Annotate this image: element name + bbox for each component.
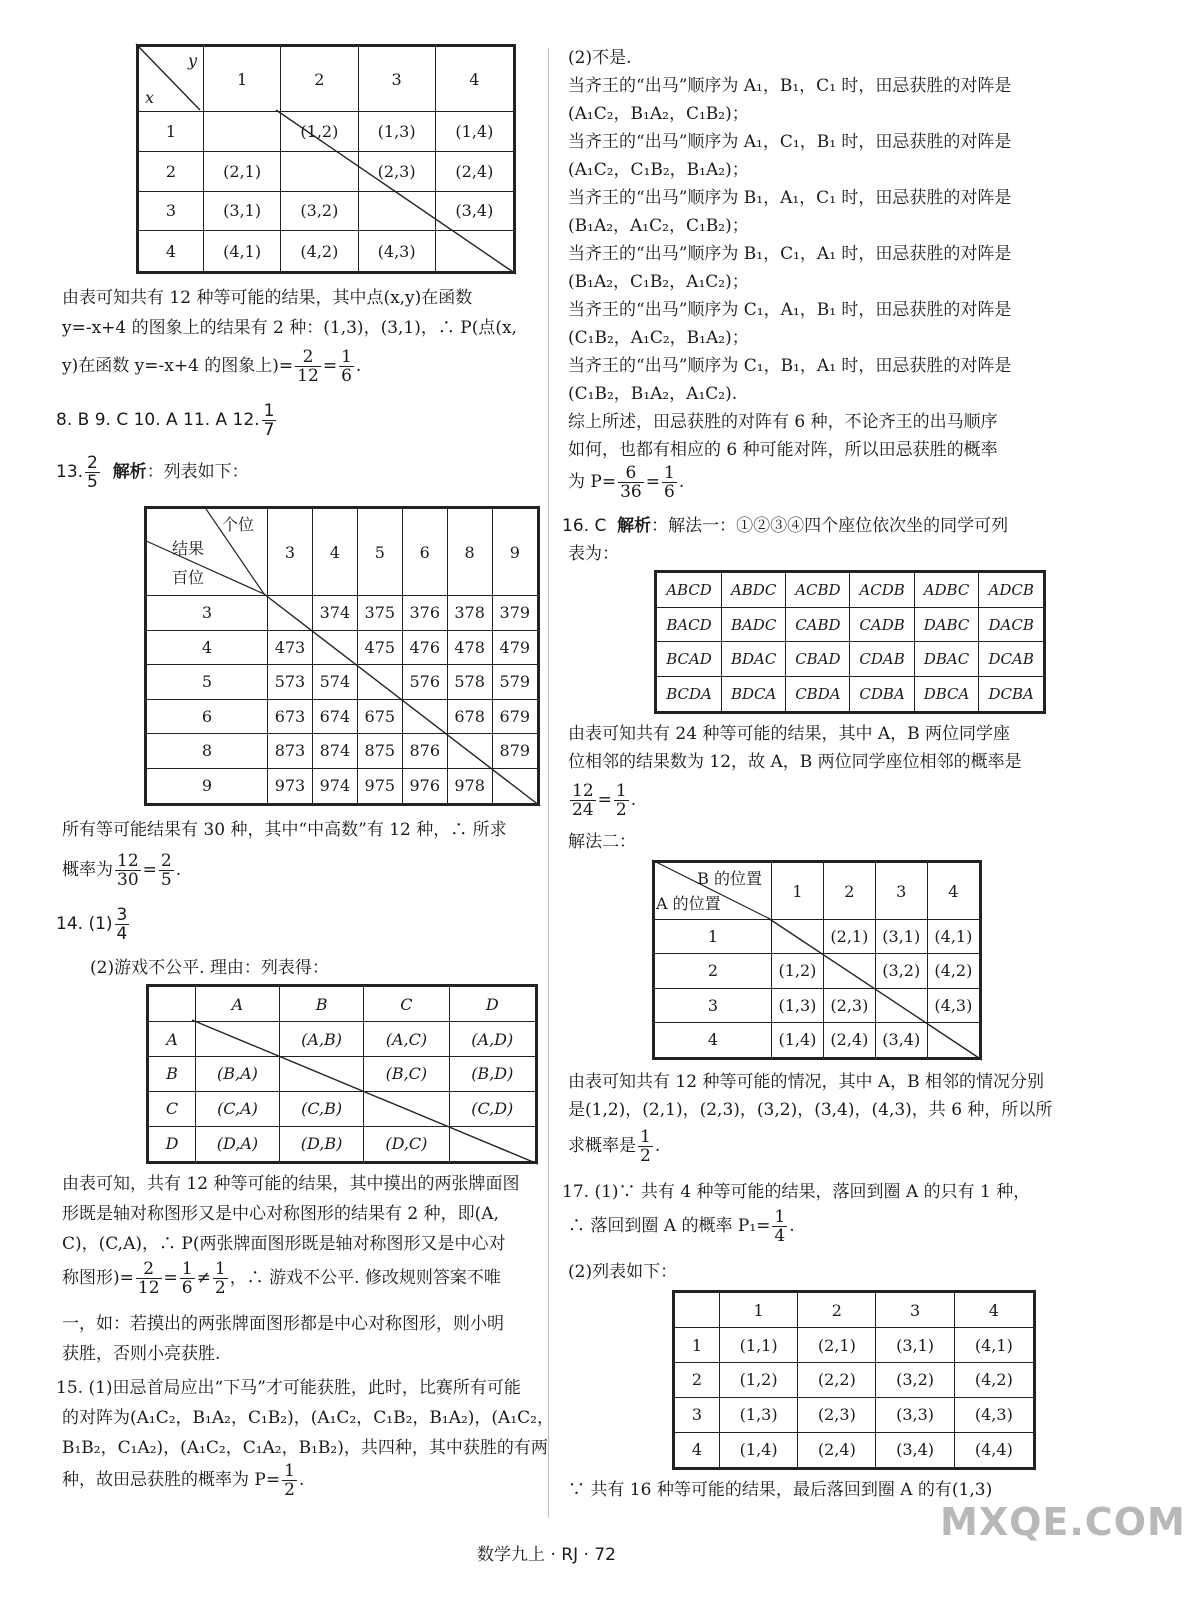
col-header: 2	[823, 862, 875, 920]
col-header: 4	[954, 1292, 1034, 1328]
table-cell: CDAB	[850, 642, 914, 676]
col-header: B	[279, 986, 363, 1022]
col-header: 9	[492, 508, 538, 596]
row-header: C	[148, 1091, 196, 1126]
paragraph: y=-x+4 的图象上的结果有 2 种：(1,3)，(3,1)，∴ P(点(x,	[62, 318, 517, 338]
paragraph: C)，(C,A)，∴ P(两张牌面图形既是轴对称图形又是中心对	[62, 1234, 506, 1254]
table-cell: (1,4)	[435, 112, 514, 152]
col-header: A	[196, 986, 280, 1022]
table-diagonal-lines	[144, 506, 544, 810]
col-header: 6	[402, 508, 447, 596]
table-cell: 579	[492, 665, 538, 700]
table-cell: ACBD	[786, 572, 850, 608]
fraction: $\frac{1}{6}$	[341, 347, 352, 386]
table-cell: (3,4)	[435, 191, 514, 231]
table-cell: (D,A)	[196, 1126, 280, 1162]
table-cell: (A,B)	[279, 1022, 363, 1057]
table-cell: (1,4)	[720, 1432, 798, 1468]
table-cell: 476	[402, 630, 447, 665]
corner-label-y: y	[187, 51, 197, 70]
fraction: $\frac{1}{2}$	[640, 1127, 651, 1166]
table-seat-permutations	[654, 570, 1046, 714]
table-cell: 678	[447, 699, 492, 734]
table-cell: (1,3)	[358, 112, 435, 152]
col-header: 8	[447, 508, 492, 596]
fraction: $\frac{6}{36}$	[620, 463, 642, 502]
col-header: 1	[772, 862, 824, 920]
table-cell: 874	[312, 734, 357, 769]
table-cell: (2,4)	[798, 1432, 876, 1468]
table-cell: (1,4)	[772, 1022, 824, 1058]
paragraph: 获胜，否则小亮获胜.	[62, 1344, 221, 1364]
table-cell: (1,2)	[772, 954, 824, 988]
col-header: 1	[720, 1292, 798, 1328]
table-diagonal-line	[146, 984, 542, 1168]
paragraph: 当齐王的“出马”顺序为 B₁，C₁，A₁ 时，田忌获胜的对阵是	[568, 244, 1012, 264]
paragraph: 所有等可能结果有 30 种，其中“中高数”有 12 种，∴ 所求	[62, 820, 507, 840]
page-footer: 数学九上 · RJ · 72	[477, 1545, 616, 1565]
paragraph: (C₁B₂，B₁A₂，A₁C₂).	[568, 384, 738, 404]
table-cell: (4,2)	[954, 1363, 1034, 1398]
table-cell: CBDA	[786, 676, 850, 712]
table-cell: 374	[312, 596, 357, 631]
question-13-heading: 13. $\frac{2}{5}$ 解析：列表如下：	[56, 452, 249, 492]
table-cell: BDCA	[722, 676, 786, 712]
paragraph: 当齐王的“出马”顺序为 B₁，A₁，C₁ 时，田忌获胜的对阵是	[568, 188, 1012, 208]
corner-label-hundreds: 百位	[172, 568, 205, 587]
fraction: $\frac{12}{24}$	[572, 781, 594, 820]
fraction: $\frac{1}{7}$	[263, 400, 275, 440]
row-header: B	[148, 1057, 196, 1092]
table-cell: 675	[357, 699, 402, 734]
table-cell: 479	[492, 630, 538, 665]
row-header: 4	[674, 1432, 720, 1468]
fraction: $\frac{2}{5}$	[87, 452, 98, 492]
table-cell: (3,2)	[281, 191, 358, 231]
paragraph: 由表可知共有 24 种等可能的结果，其中 A，B 两位同学座	[568, 724, 1011, 744]
table-cell: (3,4)	[876, 1432, 954, 1468]
corner-label-result: 结果	[172, 539, 205, 558]
paragraph: 当齐王的“出马”顺序为 A₁，C₁，B₁ 时，田忌获胜的对阵是	[568, 132, 1012, 152]
table-cell: ADCB	[979, 572, 1045, 608]
paragraph: 解法二：	[568, 832, 636, 852]
col-header: 3	[268, 508, 313, 596]
paragraph: (B₁A₂，C₁B₂，A₁C₂)；	[568, 272, 749, 292]
table-cell: ADBC	[914, 572, 979, 608]
paragraph: 当齐王的“出马”顺序为 A₁，B₁，C₁ 时，田忌获胜的对阵是	[568, 76, 1012, 96]
table-cell: (4,3)	[358, 231, 435, 273]
paragraph: 是(1,2)，(2,1)，(2,3)，(3,2)，(3,4)，(4,3)，共 6 种，所以所	[568, 1100, 1053, 1120]
table-cell: 376	[402, 596, 447, 631]
table-cell: 578	[447, 665, 492, 700]
paragraph: ∴ 落回到圈 A 的概率 P₁= $\frac{1}{4}$ .	[568, 1207, 795, 1246]
table-cell: 379	[492, 596, 538, 631]
table-cell: CDBA	[850, 676, 914, 712]
fraction: $\frac{3}{4}$	[116, 904, 128, 944]
table-cell: (3,1)	[876, 1328, 954, 1363]
table-cell: (4,1)	[954, 1328, 1034, 1363]
col-header: D	[449, 986, 536, 1022]
row-header: 2	[138, 151, 204, 191]
table-cell: (4,2)	[281, 231, 358, 273]
table-cell: DBCA	[914, 676, 979, 712]
row-header: 2	[654, 954, 772, 988]
table-cell: 974	[312, 768, 357, 804]
table-cell: (1,1)	[720, 1328, 798, 1363]
table-cell: DACB	[979, 608, 1045, 642]
answers-8-12: 8. B 9. C 10. A 11. A 12. $\frac{1}{7}$	[56, 400, 275, 440]
table-cell: (2,4)	[823, 1022, 875, 1058]
table-cell: (4,3)	[954, 1397, 1034, 1432]
col-header: 3	[876, 1292, 954, 1328]
col-header: 2	[798, 1292, 876, 1328]
question-15: 15. (1)田忌首局应出“下马”才可能获胜，此时，比赛所有可能	[56, 1378, 521, 1398]
paragraph: 综上所述，田忌获胜的对阵有 6 种，不论齐王的出马顺序	[568, 412, 998, 432]
paragraph: 由表可知共有 12 种等可能的情况，其中 A，B 相邻的情况分别	[568, 1072, 1045, 1092]
col-header: 2	[281, 46, 358, 112]
table-cell: (A,C)	[364, 1022, 449, 1057]
paragraph: 表为：	[568, 544, 619, 564]
paragraph: 由表可知，共有 12 种等可能的结果，其中摸出的两张牌面图	[62, 1174, 520, 1194]
question-17: 17. (1)∵ 共有 4 种等可能的结果，落回到圈 A 的只有 1 种，	[562, 1182, 1031, 1202]
paragraph: (2)游戏不公平. 理由：列表得：	[90, 958, 329, 978]
table-cell: BDAC	[722, 642, 786, 676]
table-cell: (2,1)	[798, 1328, 876, 1363]
paragraph: 称图形)= $\frac{2}{12}$ = $\frac{1}{6}$ ≠ $\frac{1}{2}$ ，∴ 游戏不公平. 修改规则答案不唯	[62, 1259, 501, 1298]
row-header: 1	[674, 1328, 720, 1363]
table-cell: (4,2)	[927, 954, 980, 988]
fraction: $\frac{1}{2}$	[615, 781, 627, 820]
table-cell: DCAB	[979, 642, 1045, 676]
table-cell: (D,C)	[364, 1126, 449, 1162]
fraction: $\frac{2}{12}$	[297, 347, 319, 386]
table-cell: CABD	[786, 608, 850, 642]
table-cell: ABDC	[722, 572, 786, 608]
table-cell: (3,2)	[876, 1363, 954, 1398]
col-header: 1	[204, 46, 281, 112]
corner-label-b: B 的位置	[697, 869, 762, 888]
row-header: 6	[146, 699, 268, 734]
table-cell: (4,3)	[927, 988, 980, 1022]
paragraph: (A₁C₂，C₁B₂，B₁A₂)；	[568, 160, 749, 180]
row-header: 1	[654, 920, 772, 954]
question-16-heading: 16. C 解析：解法一：①②③④四个座位依次坐的同学可列	[562, 516, 1009, 536]
paragraph: (A₁C₂，B₁A₂，C₁B₂)；	[568, 104, 749, 124]
table-cell: (1,2)	[281, 112, 358, 152]
table-cell: 873	[268, 734, 313, 769]
table-cell: BADC	[722, 608, 786, 642]
table-cell: (3,2)	[875, 954, 927, 988]
table-cell: BCDA	[656, 676, 722, 712]
paragraph: 当齐王的“出马”顺序为 C₁，B₁，A₁ 时，田忌获胜的对阵是	[568, 356, 1012, 376]
table-cell: (C,B)	[279, 1091, 363, 1126]
paragraph: $\frac{12}{24}$ = $\frac{1}{2}$ .	[572, 781, 637, 820]
fraction: $\frac{2}{5}$	[160, 851, 172, 890]
table-cell: (2,2)	[798, 1363, 876, 1398]
table-cell: (B,C)	[364, 1057, 449, 1092]
table-cell: (B,D)	[449, 1057, 536, 1092]
table-cell: 375	[357, 596, 402, 631]
row-header: 4	[146, 630, 268, 665]
row-header: 2	[674, 1363, 720, 1398]
col-header: C	[364, 986, 449, 1022]
paragraph: (C₁B₂，A₁C₂，B₁A₂)；	[568, 328, 749, 348]
row-header: 3	[146, 596, 268, 631]
table-cell: 475	[357, 630, 402, 665]
column-divider	[548, 48, 549, 1518]
table-cell: 876	[402, 734, 447, 769]
table-cell: (1,2)	[720, 1363, 798, 1398]
fraction: $\frac{1}{6}$	[181, 1259, 193, 1298]
table-cell: (3,1)	[875, 920, 927, 954]
table-cell: 673	[268, 699, 313, 734]
paragraph: 如何，也都有相应的 6 种可能对阵，所以田忌获胜的概率	[568, 440, 998, 460]
corner-label-a: A 的位置	[656, 894, 721, 913]
paragraph: B₁B₂，C₁A₂)，(A₁C₂，C₁A₂，B₁B₂)，共四种，其中获胜的有两	[62, 1438, 548, 1458]
paragraph: (2)不是.	[568, 48, 632, 68]
paragraph: 为 P= $\frac{6}{36}$ = $\frac{1}{6}$ .	[568, 463, 685, 502]
table-cell: (2,3)	[358, 151, 435, 191]
table-cell: ACDB	[850, 572, 914, 608]
table-cell: (4,1)	[927, 920, 980, 954]
table-cell: (1,3)	[720, 1397, 798, 1432]
table-cell: 574	[312, 665, 357, 700]
table-cell: CBAD	[786, 642, 850, 676]
fraction: $\frac{1}{4}$	[774, 1207, 786, 1246]
table-cell: CADB	[850, 608, 914, 642]
table-corner-header	[674, 1292, 720, 1328]
table-cell: ABCD	[656, 572, 722, 608]
row-header: A	[148, 1022, 196, 1057]
table-cell: (2,4)	[435, 151, 514, 191]
col-header: 4	[312, 508, 357, 596]
table-cell: BACD	[656, 608, 722, 642]
table-cell: 879	[492, 734, 538, 769]
table-cell: (4,4)	[954, 1432, 1034, 1468]
table-cell: (D,B)	[279, 1126, 363, 1162]
col-header: 4	[927, 862, 980, 920]
paragraph: y)在函数 y=-x+4 的图象上)= $\frac{2}{12}$ = $\frac{1}{6}$ .	[62, 347, 362, 386]
table-cell: (1,3)	[772, 988, 824, 1022]
table-cell: (2,1)	[204, 151, 281, 191]
paragraph: (2)列表如下：	[568, 1262, 678, 1282]
table-cell: 975	[357, 768, 402, 804]
table-cell: (3,3)	[876, 1397, 954, 1432]
row-header: 9	[146, 768, 268, 804]
col-header: 3	[875, 862, 927, 920]
table-cell: (2,1)	[823, 920, 875, 954]
paragraph: 概率为 $\frac{12}{30}$ = $\frac{2}{5}$ .	[62, 851, 182, 890]
corner-label-ones: 个位	[221, 515, 254, 534]
table-cell: (2,3)	[798, 1397, 876, 1432]
table-diagonal-lines	[652, 860, 986, 1064]
col-header: 4	[435, 46, 514, 112]
table-cell: 875	[357, 734, 402, 769]
table-cell: 473	[268, 630, 313, 665]
row-header: 3	[674, 1397, 720, 1432]
table-cell: BCAD	[656, 642, 722, 676]
table-cell: 679	[492, 699, 538, 734]
table-cell: 478	[447, 630, 492, 665]
fraction: $\frac{1}{6}$	[663, 463, 675, 502]
table-cell: (A,D)	[449, 1022, 536, 1057]
table-cell: 573	[268, 665, 313, 700]
table-cell: (B,A)	[196, 1057, 280, 1092]
table-cell: 576	[402, 665, 447, 700]
fraction: $\frac{1}{2}$	[214, 1259, 226, 1298]
table-diagonal-lines	[136, 44, 518, 276]
row-header: 3	[138, 191, 204, 231]
table-landing-pairs	[672, 1290, 1036, 1470]
col-header: 5	[357, 508, 402, 596]
table-cell: (C,D)	[449, 1091, 536, 1126]
table-cell: DCBA	[979, 676, 1045, 712]
paragraph: 当齐王的“出马”顺序为 C₁，A₁，B₁ 时，田忌获胜的对阵是	[568, 300, 1012, 320]
row-header: 4	[654, 1022, 772, 1058]
paragraph: 的对阵为(A₁C₂，B₁A₂，C₁B₂)，(A₁C₂，C₁B₂，B₁A₂)，(A₁C₂，	[62, 1408, 554, 1428]
row-header: 3	[654, 988, 772, 1022]
watermark-logo: MXQE.COM	[940, 1500, 1186, 1544]
fraction: $\frac{1}{2}$	[284, 1461, 295, 1500]
col-header: 3	[358, 46, 435, 112]
table-cell: 378	[447, 596, 492, 631]
table-cell: 674	[312, 699, 357, 734]
fraction: $\frac{12}{30}$	[117, 851, 139, 890]
corner-label-x: x	[145, 88, 155, 107]
fraction: $\frac{2}{12}$	[137, 1259, 160, 1298]
row-header: 1	[138, 112, 204, 152]
row-header: 4	[138, 231, 204, 273]
question-14-part1: 14. (1) $\frac{3}{4}$	[56, 904, 128, 944]
table-cell: (3,4)	[875, 1022, 927, 1058]
paragraph: 位相邻的结果数为 12，故 A，B 两位同学座位相邻的概率是	[568, 752, 1022, 772]
table-cell: DABC	[914, 608, 979, 642]
row-header: 8	[146, 734, 268, 769]
table-cell: (3,1)	[204, 191, 281, 231]
table-cell: (C,A)	[196, 1091, 280, 1126]
table-cell: 973	[268, 768, 313, 804]
paragraph: 形既是轴对称图形又是中心对称图形的结果有 2 种，即(A,	[62, 1204, 499, 1224]
table-cell: (4,1)	[204, 231, 281, 273]
table-cell: 978	[447, 768, 492, 804]
row-header: 5	[146, 665, 268, 700]
paragraph: 种，故田忌获胜的概率为 P= $\frac{1}{2}$ .	[62, 1461, 305, 1500]
paragraph: ∵ 共有 16 种等可能的结果，最后落回到圈 A 的有(1,3)	[568, 1480, 993, 1500]
paragraph: 由表可知共有 12 种等可能的结果，其中点(x,y)在函数	[62, 288, 473, 308]
table-cell: (2,3)	[823, 988, 875, 1022]
table-cell: 976	[402, 768, 447, 804]
paragraph: (B₁A₂，A₁C₂，C₁B₂)；	[568, 216, 749, 236]
paragraph: 一，如：若摸出的两张牌面图形都是中心对称图形，则小明	[62, 1314, 504, 1334]
table-cell: DBAC	[914, 642, 979, 676]
paragraph: 求概率是 $\frac{1}{2}$ .	[568, 1127, 661, 1166]
row-header: D	[148, 1126, 196, 1162]
